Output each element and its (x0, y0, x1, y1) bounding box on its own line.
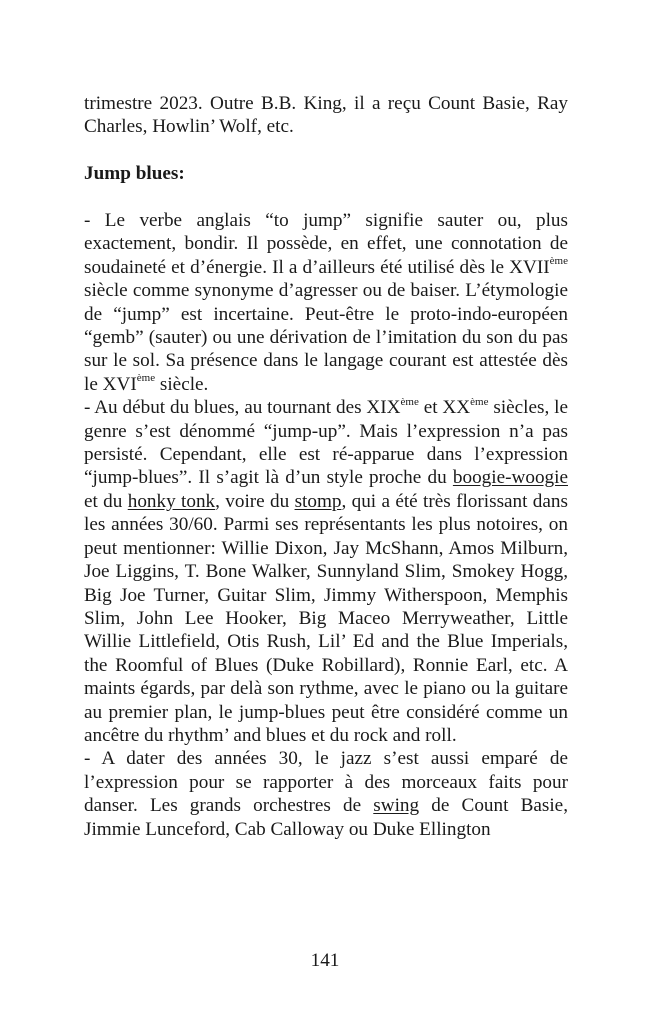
paragraph-2-text-e: , voire du (215, 490, 295, 512)
intro-paragraph: trimestre 2023. Outre B.B. King, il a reçu Count Basie, Ray Charles, Howlin’ Wolf, etc. (84, 93, 568, 138)
link-swing[interactable]: swing (373, 795, 420, 817)
link-boogie-woogie[interactable]: boogie-woogie (452, 467, 568, 489)
superscript-eme: ème (400, 395, 419, 408)
paragraph-2 (84, 396, 568, 747)
spacer (84, 186, 568, 209)
paragraph-2-text-b: et XX (418, 397, 471, 419)
superscript-eme: ème (136, 372, 156, 385)
paragraph-3 (84, 747, 568, 841)
paragraph-1-text-b: siècle comme synonyme d’agresser ou de baiser. L’étymologie de “jump” est incertaine. Peut-être le proto-indo-européen “gemb” (sauter) ou une dérivation de l’imitation du son du pas sur le sol. Sa présence dans le langage courant est attestée dès le XVI (84, 280, 568, 395)
paragraph-2-text-d: et du (84, 490, 128, 512)
section-heading: Jump blues: (84, 163, 185, 185)
page-number: 141 (310, 950, 340, 971)
spacer (84, 139, 568, 162)
paragraph-1 (84, 209, 568, 396)
paragraph-3-text-a: - A dater des années 30, le jazz s’est aussi emparé de l’expression pour se rapporter à des morceaux faits pour danser. Les grands orchestres de (84, 748, 568, 817)
link-honky-tonk[interactable]: honky tonk (127, 490, 216, 512)
paragraph-2-text-c: siècles, le genre s’est dénommé “jump-up”. Mais l’expression n’a pas persisté. Cependant, elle est ré-apparue dans l’expression “jump-blues”. Il s’agit là d’un style proche du (84, 397, 568, 489)
paragraph-2-text-f: , qui a été très florissant dans les années 30/60. Parmi ses représentants les plus notoires, on peut mentionner: Willie Dixon, Jay McShann, Amos Milburn, Joe Liggins, T. Bone Walker, Sunnyland Slim, Smokey Hogg, Big Joe Turner, Guitar Slim, Jimmy Witherspoon, Memphis Slim, John Lee Hooker, Big Maceo Merryweather, Little Willie Littlefield, Otis Rush, Lil’ Ed and the Blue Imperials, the Roomful of Blues (Duke Robillard), Ronnie Earl, etc. A maints égards, par delà son rythme, avec le piano ou la guitare au premier plan, le jump-blues peut être considéré comme un ancêtre du rhythm’ and blues et du rock and roll. (84, 490, 568, 746)
paragraph-2-text-a: - Au début du blues, au tournant des XIX (84, 397, 401, 419)
paragraph-1-text-a: - Le verbe anglais “to jump” signifie sauter ou, plus exactement, bondir. Il possède, en effet, une connotation de soudaineté et d’énergie. Il a d’ailleurs été utilisé dès le XVII (84, 210, 568, 278)
paragraph-1-text-c: siècle. (155, 373, 209, 395)
superscript-eme: ème (470, 395, 489, 408)
paragraph-3-text-b: de Count Basie, Jimmie Lunceford, Cab Calloway ou Duke Ellington (84, 795, 568, 840)
superscript-eme: ème (549, 255, 568, 268)
link-stomp[interactable]: stomp (294, 490, 342, 512)
page-body (84, 92, 568, 841)
